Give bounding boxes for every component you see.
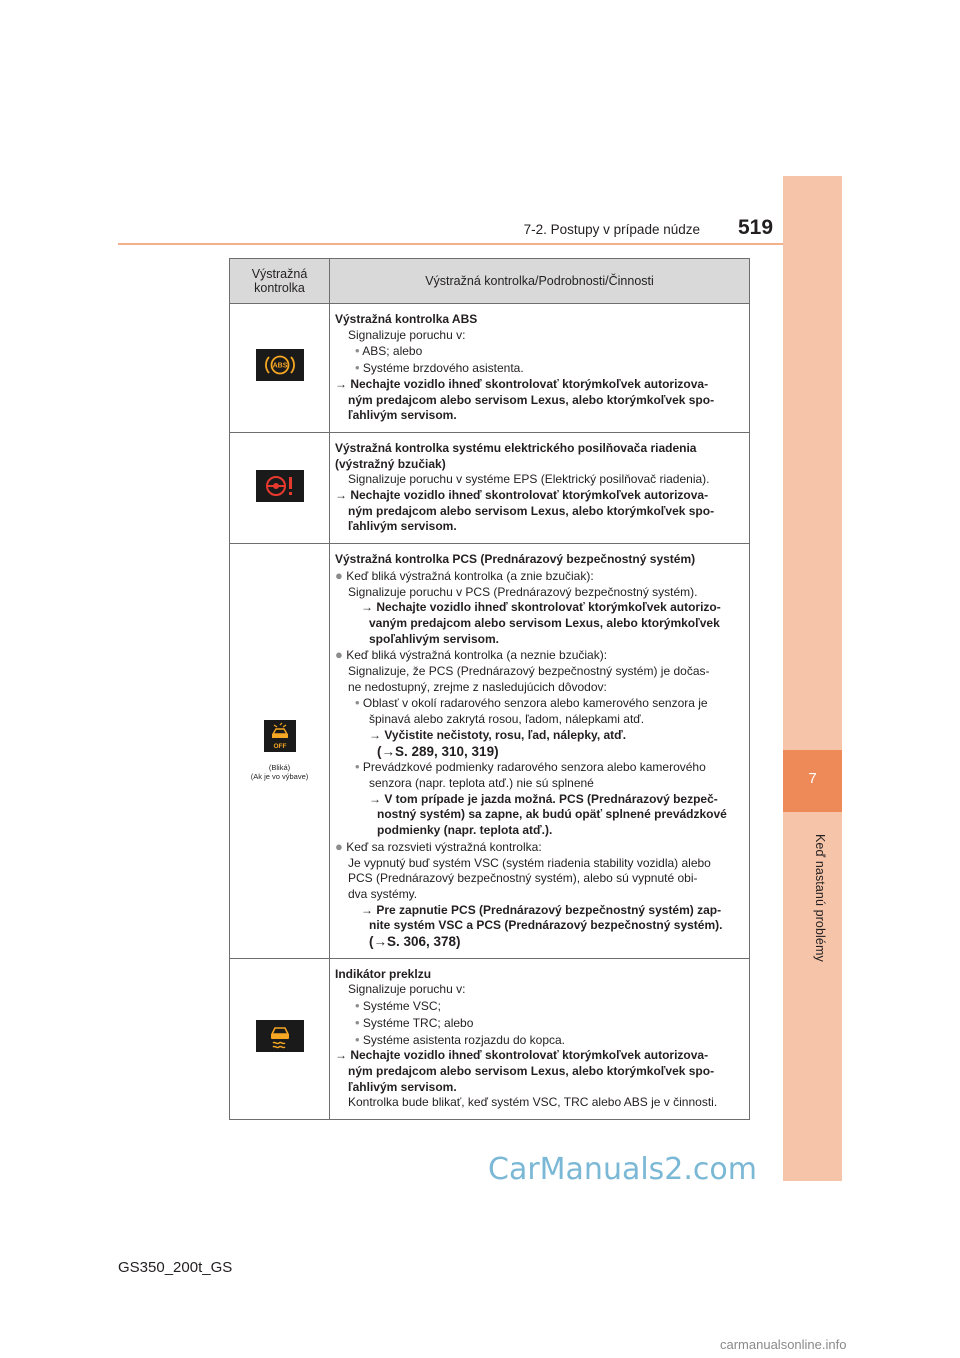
text-line: Keď sa rozsvieti výstražná kontrolka: — [346, 839, 542, 854]
circle-item — [335, 568, 745, 585]
bullet-item — [335, 343, 745, 360]
text-line: podmienky (napr. teplota atď.). — [377, 823, 553, 838]
details-cell — [330, 304, 750, 433]
text-line: ným predajcom alebo servisom Lexus, alebo ktorýmkoľvek spo- — [348, 392, 715, 407]
arrow-icon: → — [335, 376, 347, 391]
text-line: nite systém VSC a PCS (Prednárazový bezpečnostný systém). — [369, 918, 723, 933]
text-line: Vyčistite nečistoty, rosu, ľad, nálepky, atď. — [384, 727, 627, 742]
bullet-glyph: • — [355, 998, 360, 1014]
circle-glyph: ● — [335, 647, 343, 663]
col-header-icon: Výstražná kontrolka — [230, 259, 330, 304]
bullet-item — [335, 998, 745, 1015]
caption-if-equipped: (Ak je vo výbave) — [250, 772, 309, 782]
row-title: (výstražný bzučiak) — [335, 456, 446, 471]
chapter-number: 7 — [808, 770, 817, 787]
text-line: Keď bliká výstražná kontrolka (a neznie bzučiak): — [346, 648, 608, 663]
text-line: Signalizuje, že PCS (Prednárazový bezpečnostný systém) je dočas- — [348, 664, 710, 679]
text-line: ľahlivým servisom. — [348, 408, 457, 423]
text-line: Je vypnutý buď systém VSC (systém riadenia stability vozidla) alebo — [348, 855, 711, 870]
bullet-glyph: • — [355, 1014, 360, 1030]
slip-indicator-icon — [256, 1020, 304, 1052]
action-line — [335, 1048, 745, 1064]
table-row — [230, 544, 750, 959]
details-cell — [330, 544, 750, 959]
arrow-icon: → — [361, 902, 373, 917]
text-line: ľahlivým servisom. — [348, 519, 457, 534]
text-line: Signalizuje poruchu v systéme EPS (Elektrický posilňovač riadenia). — [348, 472, 710, 487]
bullet-glyph: • — [355, 343, 360, 359]
bullet-glyph: • — [355, 1031, 360, 1047]
abs-warning-icon — [256, 349, 304, 381]
arrow-icon: → — [335, 488, 347, 503]
text-line: ným predajcom alebo servisom Lexus, alebo ktorýmkoľvek spo- — [348, 1063, 715, 1078]
text-line: PCS (Prednárazový bezpečnostný systém), alebo sú vypnuté obi- — [348, 871, 698, 886]
table-row — [230, 958, 750, 1119]
col-header-details: Výstražná kontrolka/Podrobnosti/Činnosti — [330, 259, 750, 304]
chapter-title: Keď nastanú problémy — [813, 834, 827, 962]
bullet-item — [335, 360, 745, 377]
details-cell — [330, 432, 750, 543]
text-line: Signalizuje poruchu v PCS (Prednárazový bezpečnostný systém). — [348, 584, 698, 599]
text-line: vaným predajcom alebo servisom Lexus, alebo ktorýmkoľvek — [369, 615, 720, 630]
text-line: Nechajte vozidlo ihneď skontrolovať ktorýmkoľvek autorizova- — [350, 1048, 709, 1063]
eps-warning-icon — [256, 470, 304, 502]
icon-cell — [230, 544, 330, 959]
watermark-logo: CarManuals2.com — [488, 1152, 758, 1187]
arrow-icon: → — [335, 1048, 347, 1063]
bullet-item — [335, 759, 745, 776]
table-row — [230, 304, 750, 433]
text-line: senzora (napr. teplota atď.) nie sú splnené — [369, 775, 594, 790]
text-line: Systéme VSC; — [362, 999, 441, 1014]
icon-caption — [230, 763, 329, 781]
table-header-row — [230, 259, 750, 304]
text-line: Nechajte vozidlo ihneď skontrolovať ktorýmkoľvek autorizo- — [376, 600, 721, 615]
row-title: Výstražná kontrolka PCS (Prednárazový bezpečnostný systém) — [335, 552, 696, 567]
bullet-item — [335, 1032, 745, 1049]
action-line — [335, 377, 745, 393]
text-line: Nechajte vozidlo ihneď skontrolovať ktorýmkoľvek autorizova- — [350, 488, 709, 503]
page-reference: (→S. 289, 310, 319) — [377, 743, 499, 759]
text-line: ľahlivým servisom. — [348, 1079, 457, 1094]
circle-glyph: ● — [335, 838, 343, 854]
table-row — [230, 432, 750, 543]
text-line: ne nedostupný, zrejme z nasledujúcich dôvodov: — [348, 679, 607, 694]
model-code: GS350_200t_GS — [118, 1259, 233, 1276]
text-line: Systéme asistenta rozjazdu do kopca. — [362, 1032, 566, 1047]
text-line: Systéme brzdového asistenta. — [362, 361, 524, 376]
action-line — [335, 903, 745, 919]
text-line: ným predajcom alebo servisom Lexus, alebo ktorýmkoľvek spo- — [348, 503, 715, 518]
row-title: Výstražná kontrolka ABS — [335, 312, 478, 326]
text-line: Signalizuje poruchu v: — [348, 982, 466, 997]
action-line — [335, 488, 745, 504]
arrow-icon: → — [369, 791, 381, 806]
watermark-site: carmanualsonline.info — [720, 1337, 847, 1352]
icon-cell — [230, 304, 330, 433]
row-title: Výstražná kontrolka systému elektrického posilňovača riadenia — [335, 440, 697, 455]
page-number: 519 — [738, 216, 774, 239]
action-line — [335, 792, 745, 808]
details-cell — [330, 958, 750, 1119]
circle-item — [335, 647, 745, 664]
bullet-glyph: • — [355, 360, 360, 376]
action-line — [335, 600, 745, 616]
svg-text:OFF: OFF — [273, 743, 286, 751]
text-line: Keď bliká výstražná kontrolka (a znie bzučiak): — [346, 568, 594, 583]
text-line: Pre zapnutie PCS (Prednárazový bezpečnostný systém) zap- — [376, 902, 722, 917]
text-line: Systéme TRC; alebo — [362, 1015, 474, 1030]
pcs-off-icon — [264, 720, 296, 752]
circle-glyph: ● — [335, 567, 343, 583]
circle-item — [335, 839, 745, 856]
text-line: nostný systém) sa zapne, ak budú opäť splnené prevádzkové — [377, 807, 727, 822]
bullet-item — [335, 695, 745, 712]
caption-blinks: (Bliká) — [268, 763, 291, 773]
text-line: Oblasť v okolí radarového senzora alebo kamerového senzora je — [362, 696, 708, 711]
chapter-sidebar — [783, 176, 842, 1181]
bullet-glyph: • — [355, 695, 360, 711]
text-line: ABS; alebo — [362, 344, 423, 359]
action-line — [335, 728, 745, 744]
text-line: V tom prípade je jazda možná. PCS (Prednárazový bezpeč- — [384, 791, 718, 806]
text-line: dva systémy. — [348, 886, 418, 901]
text-line: Signalizuje poruchu v: — [348, 327, 466, 342]
bullet-glyph: • — [355, 759, 360, 775]
arrow-icon: → — [369, 727, 381, 742]
page-reference: (→S. 306, 378) — [369, 934, 461, 950]
bullet-item — [335, 1015, 745, 1032]
icon-cell — [230, 432, 330, 543]
arrow-icon: → — [361, 600, 373, 615]
text-line: špinavá alebo zakrytá rosou, ľadom, nálepkami atď. — [369, 712, 645, 727]
text-line: Prevádzkové podmienky radarového senzora alebo kamerového — [362, 760, 706, 775]
text-line: spoľahlivým servisom. — [369, 631, 500, 646]
warning-lights-table — [229, 258, 750, 1120]
svg-text:ABS: ABS — [272, 362, 287, 370]
icon-cell — [230, 958, 330, 1119]
row-title: Indikátor preklzu — [335, 966, 432, 981]
text-line: Kontrolka bude blikať, keď systém VSC, TRC alebo ABS je v činnosti. — [348, 1095, 718, 1110]
header-divider — [118, 243, 783, 245]
section-title: 7-2. Postupy v prípade núdze — [523, 222, 700, 237]
text-line: Nechajte vozidlo ihneď skontrolovať ktorýmkoľvek autorizova- — [350, 376, 709, 391]
